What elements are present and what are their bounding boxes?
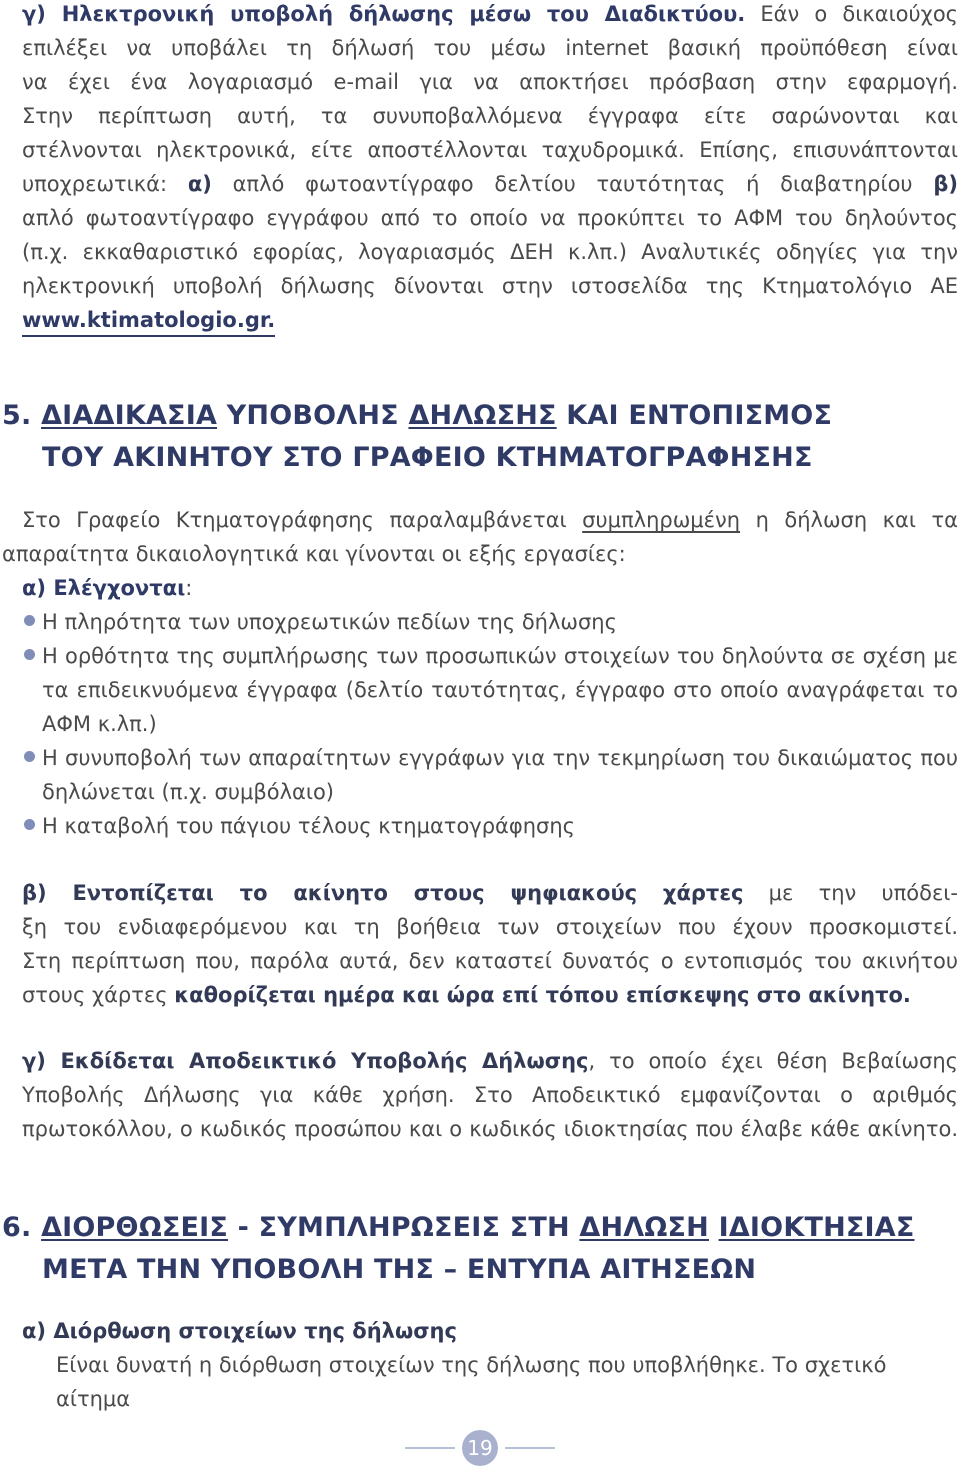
online-line-10 [22, 303, 958, 337]
bullet-dot [24, 751, 35, 762]
online-lead: γ) Ηλεκτρονική υποβολή δήλωσης μέσω του Διαδικτύου. [22, 2, 746, 26]
intro-line-2: απαραίτητα δικαιολογητικά και γίνονται οι εξής εργασίες: [2, 542, 626, 566]
ktimatologio-link[interactable]: www.ktimatologio.gr. [22, 308, 275, 337]
online-line-8: (π.χ. εκκαθαριστικό εφορίας, λογαριασμός ΔΕΗ κ.λπ.) Αναλυτικές οδηγίες για την [22, 240, 958, 264]
page-number-rule-left [405, 1447, 455, 1449]
section-5-heading-line-2: ΤΟΥ ΑΚΙΝΗΤΟΥ ΣΤΟ ΓΡΑΦΕΙΟ ΚΤΗΜΑΤΟΓΡΑΦΗΣΗΣ [42, 442, 813, 473]
bullet-dot [24, 649, 35, 660]
page-number: 19 [462, 1430, 498, 1466]
intro-line-1: Στο Γραφείο Κτηματογράφησης παραλαμβάνεται συμπληρωμένη η δήλωση και τα [22, 508, 958, 532]
online-line-9: ηλεκτρονική υποβολή δήλωσης δίνονται στην ιστοσελίδα της Κτηματολόγιο ΑΕ [22, 274, 958, 298]
online-line-2: επιλέξει να υποβάλει τη δήλωσή του μέσω internet βασική προϋπόθεση είναι [22, 36, 958, 60]
section-6-heading-line-1: 6. ΔΙΟΡΘΩΣΕΙΣ - ΣΥΜΠΛΗΡΩΣΕΙΣ ΣΤΗ ΔΗΛΩΣΗ ΙΔΙΟΚΤΗΣΙΑΣ [2, 1212, 915, 1243]
online-submission-paragraph [22, 0, 958, 337]
section-5-heading [2, 395, 942, 479]
online-line-5: στέλνονται ηλεκτρονικά, είτε αποστέλλονται ταχυδρομικά. Επίσης, επισυνάπτονται [22, 138, 958, 162]
section-5-intro [22, 503, 958, 537]
online-line-6: υποχρεωτικά: α) απλό φωτοαντίγραφο δελτίου ταυτότητας ή διαβατηρίου β) [22, 172, 958, 196]
bullet-fee: Η καταβολή του πάγιου τέλους κτηματογράφησης [42, 814, 575, 838]
bullet-completeness: Η πληρότητα των υποχρεωτικών πεδίων της δήλωσης [42, 610, 617, 634]
online-line-7: απλό φωτοαντίγραφο εγγράφου από το οποίο να προκύπτει το ΑΦΜ του δηλούντος [22, 206, 958, 230]
online-line-1: γ) Ηλεκτρονική υποβολή δήλωσης μέσω του Διαδικτύου. Εάν ο δικαιούχος [22, 2, 958, 26]
section-6-heading [2, 1207, 947, 1291]
checks-label: α) Ελέγχονται: [22, 576, 193, 600]
online-line-3: να έχει ένα λογαριασμό e-mail για να αποκτήσει πρόσβαση στην εφαρμογή. [22, 70, 958, 94]
locate-property-paragraph: β) Εντοπίζεται το ακίνητο στους ψηφιακούς χάρτες με την υπόδει- ξη του ενδιαφερόμενου και τη βοήθεια των στοιχείων που έχουν προσκομιστεί. Στη περίπτωση που, παρόλα αυτά, δεν καταστεί δυνατός ο εντοπισμός του ακινήτου στους χάρτες καθορίζεται ημέρα και ώρα επί τόπου επίσκεψης στο ακίνητο. [22, 881, 958, 1007]
online-line-4: Στην περίπτωση αυτή, τα συνυποβαλλόμενα έγγραφα είτε σαρώνονται και [22, 104, 958, 128]
section-5-heading-line-1: 5. ΔΙΑΔΙΚΑΣΙΑ ΥΠΟΒΟΛΗΣ ΔΗΛΩΣΗΣ ΚΑΙ ΕΝΤΟΠΙΣΜΟΣ [2, 400, 833, 431]
correction-text: Είναι δυνατή η διόρθωση στοιχείων της δήλωσης που υποβλήθηκε. Το σχετικό αίτημα [56, 1353, 887, 1411]
receipt-paragraph: γ) Εκδίδεται Αποδεικτικό Υποβολής Δήλωσης, το οποίο έχει θέση Βεβαίωσης Υποβολής Δήλωσης για κάθε χρήση. Στο Αποδεικτικό εμφανίζονται ο αριθμός πρωτοκόλλου, ο κωδικός προσώπου και ο κωδικός ιδιοκτησίας που έλαβε κάθε ακίνητο. [22, 1049, 958, 1141]
bullet-dot [24, 819, 35, 830]
bullet-documents: Η συνυποβολή των απαραίτητων εγγράφων για την τεκμηρίωση του δικαιώματος που δηλώνεται (π.χ. συμβόλαιο) [42, 746, 958, 804]
correction-label: α) Διόρθωση στοιχείων της δήλωσης [22, 1319, 457, 1343]
page-number-rule-right [505, 1447, 555, 1449]
bullet-correctness: Η ορθότητα της συμπλήρωσης των προσωπικών στοιχείων του δηλούντα σε σχέση με τα επιδεικνυόμενα έγγραφα (δελτίο ταυτότητας, έγγραφο στο οποίο αναγράφεται το ΑΦΜ κ.λπ.) [42, 644, 958, 736]
bullet-dot [24, 615, 35, 626]
section-6-heading-line-2: ΜΕΤΑ ΤΗΝ ΥΠΟΒΟΛΗ ΤΗΣ – ΕΝΤΥΠΑ ΑΙΤΗΣΕΩΝ [42, 1254, 757, 1285]
